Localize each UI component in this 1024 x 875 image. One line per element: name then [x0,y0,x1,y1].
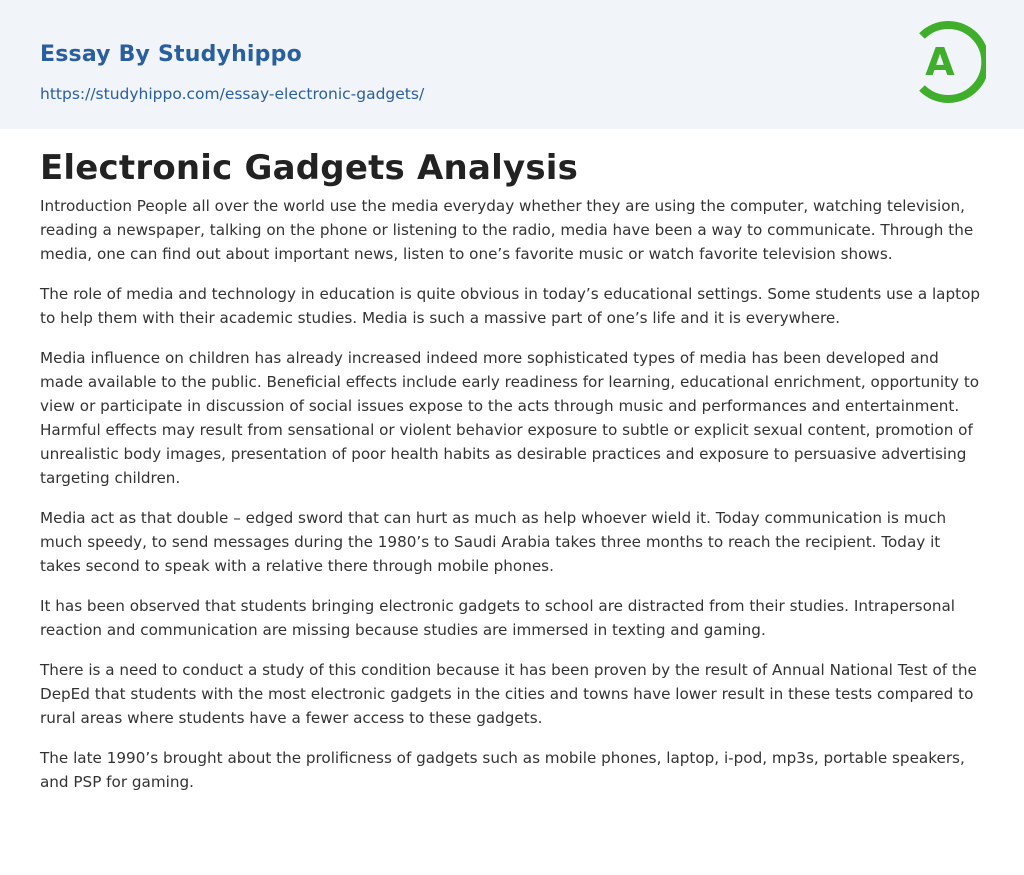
paragraph: Introduction People all over the world use the media everyday whether they are using the computer, watching television, reading a newspaper, talking on the phone or listening to the radio, media have been a way to communicate. Through the media, one can find out about important news, listen to one’s favorite music or watch favorite television shows. [40,197,974,263]
paragraph: The role of media and technology in education is quite obvious in today’s educational settings. Some students use a laptop to help them with their academic studies. Media is such a massive part of one’s life and it is everywhere. [40,285,981,327]
paragraph: Media act as that double – edged sword that can hurt as much as help whoever wield it. Today communication is much much speedy, to send messages during the 1980’s to Saudi Arabia takes three months to reach the recipient. Today it takes second to speak with a relative there through mobile phones. [40,509,947,575]
paragraph: The late 1990’s brought about the prolificness of gadgets such as mobile phones, laptop, i-pod, mp3s, portable speakers, and PSP for gaming. [40,749,965,791]
paragraph: Media influence on children has already increased indeed more sophisticated types of media has been developed and made available to the public. Beneficial effects include early readiness for learning, educational enrichment, opportunity to view or participate in discussion of social issues expose to the acts through music and performances and entertainment. Harmful effects may result from sensational or violent behavior exposure to subtle or explicit sexual content, promotion of unrealistic body images, presentation of poor health habits as desirable practices and exposure to persuasive advertising targeting children. [40,349,980,487]
article-title: Electronic Gadgets Analysis [40,148,579,188]
paragraph: It has been observed that students bringing electronic gadgets to school are distracted from their studies. Intrapersonal reaction and communication are missing because studies are immersed in texting and gaming. [40,597,956,639]
article-body [40,194,985,810]
logo-letter: A [925,40,955,84]
brand-name[interactable]: Essay By Studyhippo [40,42,302,67]
paragraph: There is a need to conduct a study of this condition because it has been proven by the result of Annual National Test of the DepEd that students with the most electronic gadgets in the cities and towns have lower result in these tests compared to rural areas where students have a fewer access to these gadgets. [40,661,977,727]
essay-url-link[interactable]: https://studyhippo.com/essay-electronic-gadgets/ [40,85,425,103]
studyhippo-a-logo-icon[interactable] [912,18,986,106]
